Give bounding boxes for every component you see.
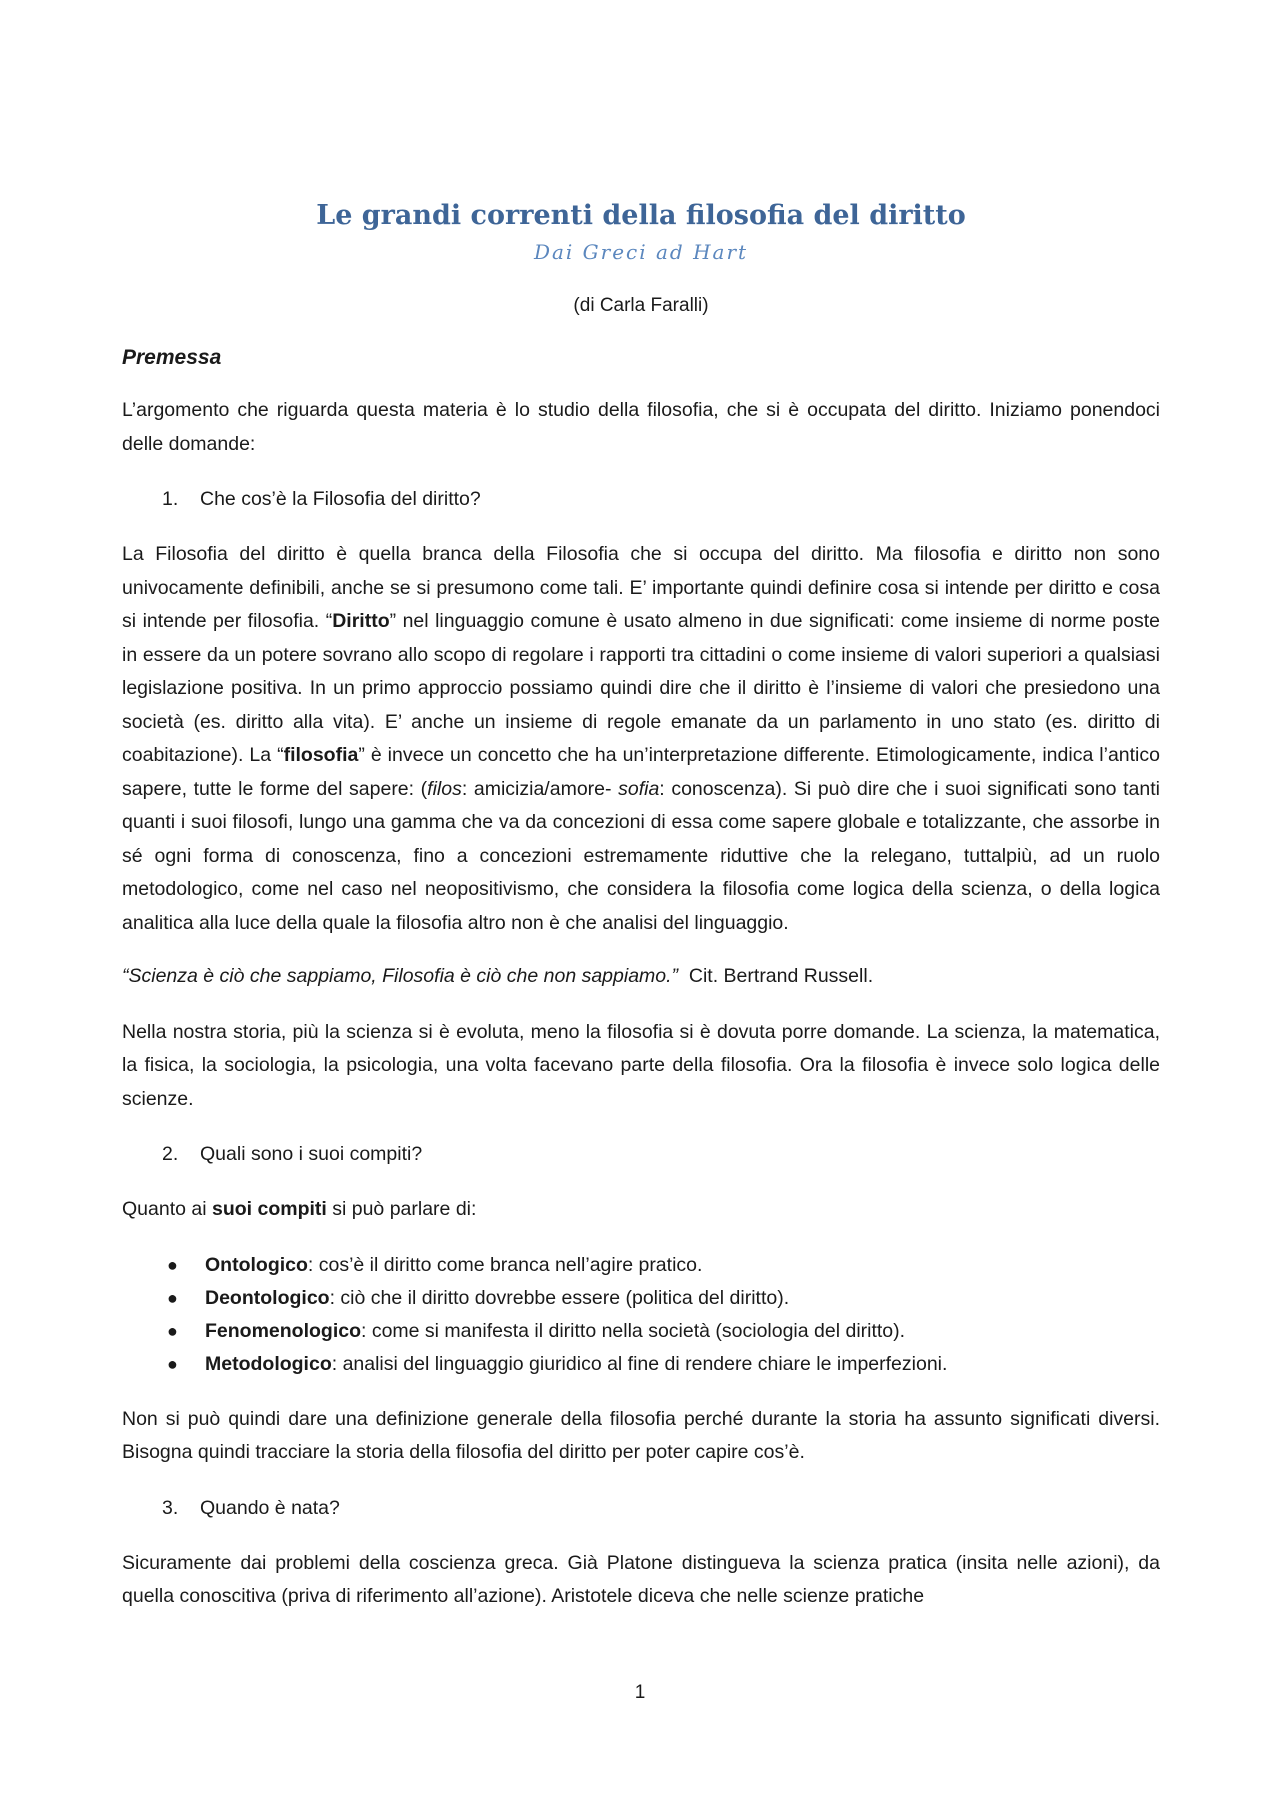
definition-conclusion-paragraph: Non si può quindi dare una definizione generale della filosofia perché durante la storia ha assunto significati diversi. Bisogna quindi tracciare la storia della filosofia del diritto per poter capire cos’è. xyxy=(122,1407,1160,1463)
task-desc: : analisi del linguaggio giuridico al fine di rendere chiare le imperfezioni. xyxy=(331,1352,948,1375)
term-diritto: Diritto xyxy=(332,610,390,632)
intro-paragraph: L’argomento che riguarda questa materia è lo studio della filosofia, che si è occupata del diritto. Iniziamo ponendoci delle domande: xyxy=(122,399,1160,455)
origins-paragraph: Sicuramente dai problemi della coscienza greca. Già Platone distingueva la scienza pratica (insita nelle azioni), da quella conoscitiva (priva di riferimento all’azione). Aristotele diceva che nelle scienze pratiche xyxy=(122,1551,1160,1607)
question-text: Quali sono i suoi compiti? xyxy=(200,1143,423,1165)
question-3 xyxy=(122,1492,1160,1525)
question-number: 3. xyxy=(162,1496,179,1519)
bullet-icon: ● xyxy=(167,1254,178,1275)
task-term: Ontologico xyxy=(205,1253,308,1276)
list-item xyxy=(167,1249,1160,1282)
list-item xyxy=(167,1282,1160,1315)
bullet-icon: ● xyxy=(167,1287,178,1308)
section-heading: Premessa xyxy=(122,346,222,369)
tasks-lead xyxy=(122,1193,1160,1227)
task-term: Fenomenologico xyxy=(205,1319,361,1342)
question-2 xyxy=(122,1138,1160,1171)
question-text: Che cos’è la Filosofia del diritto? xyxy=(200,488,481,510)
text-run: : amicizia/amore- xyxy=(461,777,619,800)
list-item xyxy=(167,1348,1160,1381)
question-text: Quando è nata? xyxy=(200,1496,340,1519)
task-term: Metodologico xyxy=(205,1352,332,1375)
definition-paragraph xyxy=(122,538,1160,940)
page-number: 1 xyxy=(634,1682,646,1703)
term-sofia: sofia xyxy=(618,777,660,800)
document-author: (di Carla Faralli) xyxy=(573,295,709,316)
quote-text: “Scienza è ciò che sappiamo, Filosofia è ciò che non sappiamo.” xyxy=(122,965,679,987)
text-run: ” nel linguaggio comune è usato almeno in due significati: come insieme di norme poste in essere da un potere sovrano allo scopo di regolare i rapporti tra cittadini o come insieme di valori superiori a qualsiasi legislazione positiva. In un primo approccio possiamo quindi dire che il diritto è l’insieme di valori che presiedono una società (es. diritto alla vita). E’ anche un insieme di regole emanate da un parlamento in uno stato (es. diritto di coabitazione). La “ xyxy=(122,610,1160,766)
task-desc: : ciò che il diritto dovrebbe essere (politica del diritto). xyxy=(329,1286,790,1309)
text-run: Quanto ai xyxy=(122,1198,212,1220)
bullet-icon: ● xyxy=(167,1353,178,1374)
text-run: ” è invece un concetto che ha un’interpretazione differente. Etimologicamente, indica l’antico sapere, tutte le forme del sapere: ( xyxy=(122,744,1160,800)
tasks-list xyxy=(122,1249,1160,1381)
page-content xyxy=(122,198,1160,1614)
text-run: La Filosofia del diritto è quella branca della Filosofia che si occupa del diritto. Ma filosofia e diritto non sono univocamente definibili, anche se si presumono come tali. E’ importante quindi definire cosa si intende per diritto e cosa si intende per filosofia. “ xyxy=(122,543,1160,632)
document-subtitle: Dai Greci ad Hart xyxy=(533,240,749,264)
task-term: Deontologico xyxy=(205,1286,330,1309)
document-title: Le grandi correnti della filosofia del diritto xyxy=(316,200,966,231)
list-item xyxy=(167,1315,1160,1348)
question-number: 1. xyxy=(162,488,179,510)
text-run: : conoscenza). Si può dire che i suoi significati sono tanti quanti i suoi filosofi, lungo una gamma che va da concezioni di essa come sapere globale e totalizzante, che assorbe in sé ogni forma di conoscenza, fino a concezioni estremamente riduttive che la relegano, tuttalpiù, ad un ruolo metodologico, come nel caso nel neopositivismo, che considera la filosofia come logica della scienza, o della logica analitica alla luce della quale la filosofia altro non è che analisi del linguaggio. xyxy=(122,777,1160,934)
task-desc: : cos’è il diritto come branca nell’agire pratico. xyxy=(307,1253,703,1276)
term-filosofia: filosofia xyxy=(283,744,359,766)
term-suoi-compiti: suoi compiti xyxy=(211,1198,327,1220)
question-number: 2. xyxy=(162,1143,179,1165)
quote-citation: Cit. Bertrand Russell. xyxy=(678,965,874,987)
bullet-icon: ● xyxy=(167,1320,178,1341)
text-run: si può parlare di: xyxy=(326,1198,477,1220)
question-1 xyxy=(122,483,1160,516)
history-paragraph: Nella nostra storia, più la scienza si è evoluta, meno la filosofia si è dovuta porre domande. La scienza, la matematica, la fisica, la sociologia, la psicologia, una volta facevano parte della filosofia. Ora la filosofia è invece solo logica delle scienze. xyxy=(122,1020,1160,1110)
russell-quote xyxy=(122,960,1160,994)
task-desc: : come si manifesta il diritto nella società (sociologia del diritto). xyxy=(361,1319,906,1342)
term-filos: filos xyxy=(427,777,462,800)
